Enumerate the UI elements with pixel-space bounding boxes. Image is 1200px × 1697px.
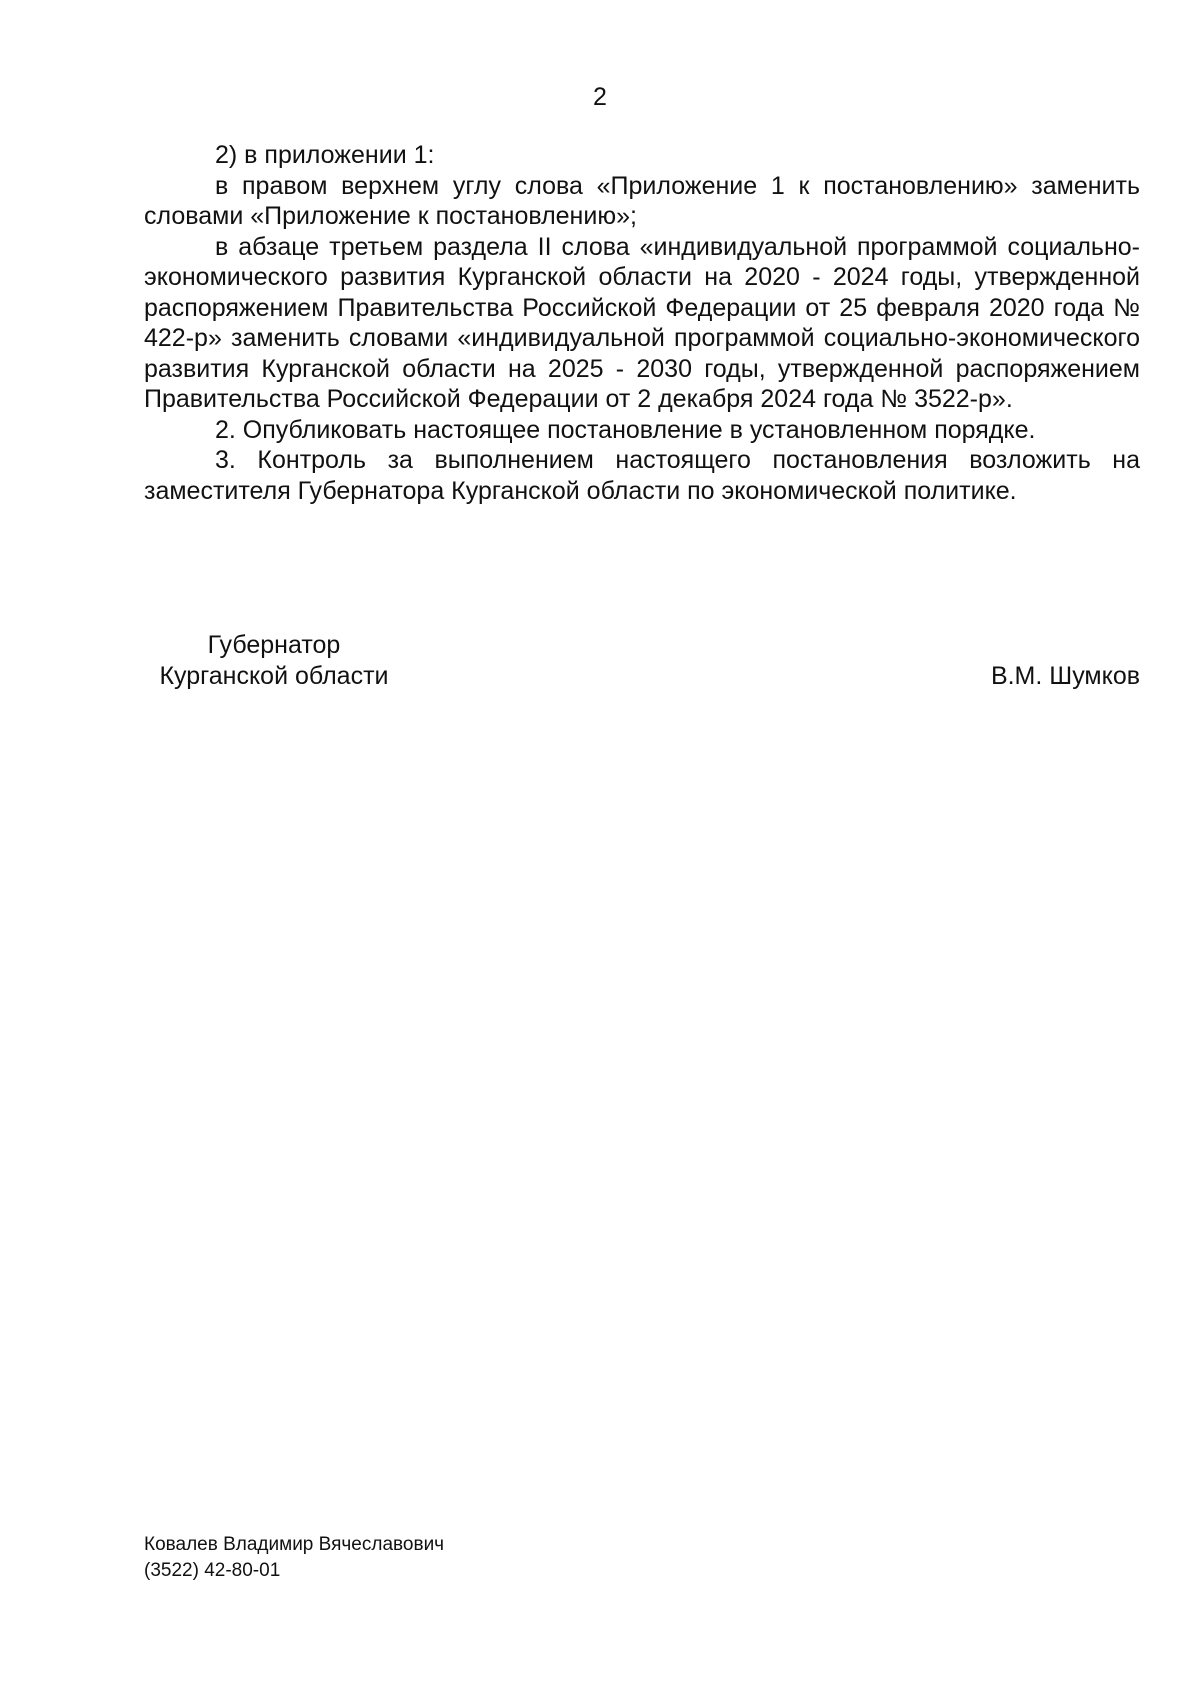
signatory-position — [144, 630, 404, 692]
paragraph-appendix-intro: 2) в приложении 1: — [215, 141, 435, 169]
page-number: 2 — [593, 83, 607, 111]
paragraph-publish: 2. Опубликовать настоящее постановление в установленном порядке. — [215, 415, 1036, 444]
paragraph-control: 3. Контроль за выполнением настоящего постановления возложить на заместителя Губернатора Курганской области по экономической политике. — [144, 446, 1140, 505]
paragraph-top-corner-replacement: в правом верхнем углу слова «Приложение 1 к постановлению» заменить словами «Приложение к постановлению»; — [144, 171, 1140, 230]
signatory-position-line1: Губернатор — [207, 631, 341, 659]
executor-name: Ковалев Владимир Вячеславович — [144, 1534, 445, 1555]
executor-phone: (3522) 42-80-01 — [144, 1560, 281, 1581]
executor-info — [144, 1532, 444, 1584]
signatory-name: В.М. Шумков — [990, 662, 1140, 690]
document-body — [144, 140, 1140, 506]
paragraph-section-two-replacement: в абзаце третьем раздела II слова «индивидуальной программой социально-экономического развития Курганской области на 2020 - 2024 годы, утвержденной распоряжением Правительства Российской Федерации от 25 февраля 2020 года № 422-р» заменить словами «индивидуальной программой социально-экономического развития Курганской области на 2025 - 2030 годы, утвержденной распоряжением Правительства Российской Федерации от 2 декабря 2024 года № 3522-р». — [144, 232, 1140, 413]
signatory-position-line2: Курганской области — [159, 662, 389, 690]
